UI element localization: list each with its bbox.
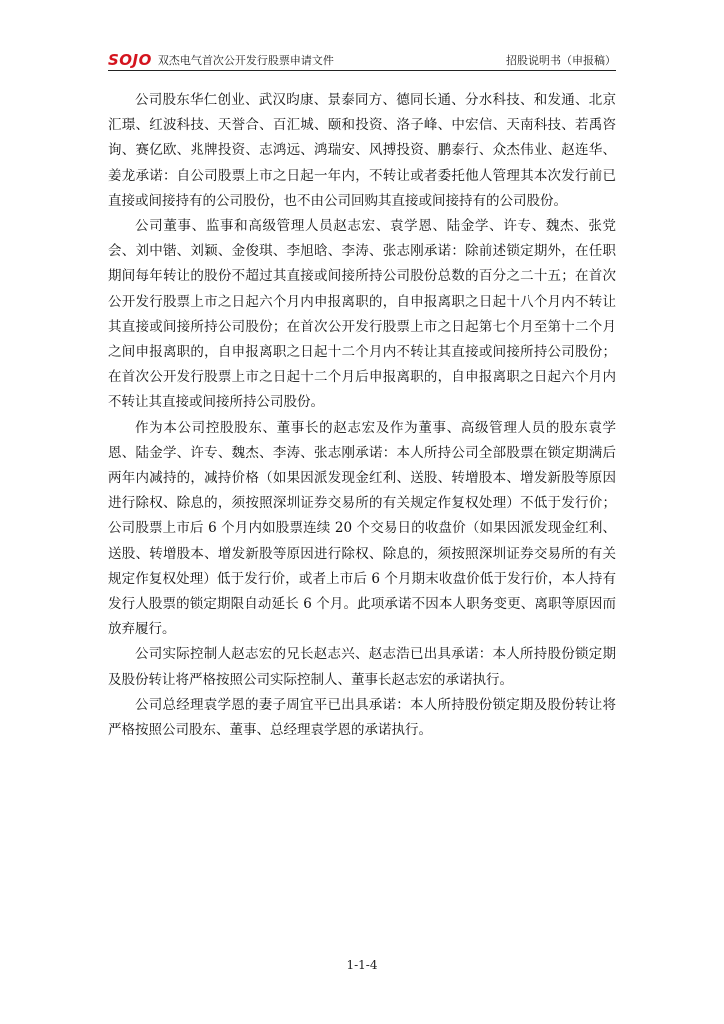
paragraph-manager-spouse: 公司总经理袁学恩的妻子周宜平已出具承诺：本人所持股份锁定期及股份转让将严格按照公司股东、董事、总经理袁学恩的承诺执行。 — [108, 696, 616, 739]
page-header — [108, 46, 616, 71]
company-logo: SOJO — [108, 51, 152, 69]
document-body — [108, 88, 616, 743]
paragraph-reduction-price: 作为本公司控股股东、董事长的赵志宏及作为董事、高级管理人员的股东袁学恩、陆金学、许专、魏杰、李涛、张志刚承诺：本人所持公司全部股票在锁定期满后两年内减持的，减持价格（如果因派发现金红利、送股、转增股本、增发新股等原因进行除权、除息的，须按照深圳证券交易所的有关规定作复权处理）不低于发行价；公司股票上市后 6 个月内如股票连续 20 个交易日的收盘价（如果因派发现金红利、送股、转增股本、增发新股等原因进行除权、除息的，须按照深圳证券交易所的有关规定作复权处理）低于发行价，或者上市后 6 个月期末收盘价低于发行价，本人持有发行人股票的锁定期限自动延长 6 个月。此项承诺不因本人职务变更、离职等原因而放弃履行。 — [108, 419, 616, 638]
header-left — [108, 52, 334, 68]
paragraph-shareholder-lockup: 公司股东华仁创业、武汉昀康、景泰同方、德同长通、分水科技、和发通、北京汇璟、红波科技、天誉合、百汇城、颐和投资、洛子峰、中宏信、天南科技、若禹咨询、赛亿欧、兆牌投资、志鸿远、鸿瑞安、风搏投资、鹏泰行、众杰伟业、赵连华、姜龙承诺：自公司股票上市之日起一年内，不转让或者委托他人管理其本次发行前已直接或间接持有的公司股份，也不由公司回购其直接或间接持有的公司股份。 — [108, 92, 616, 209]
header-document-type: 招股说明书（申报稿） — [506, 54, 616, 67]
paragraph-directors-lockup: 公司董事、监事和高级管理人员赵志宏、袁学恩、陆金学、许专、魏杰、张党会、刘中锴、刘颖、金俊琪、李旭晗、李涛、张志刚承诺：除前述锁定期外，在任职期间每年转让的股份不超过其直接或间接所持公司股份总数的百分之二十五；在首次公开发行股票上市之日起六个月内申报离职的，自申报离职之日起十八个月内不转让其直接或间接所持公司股份；在首次公开发行股票上市之日起第七个月至第十二个月之间申报离职的，自申报离职之日起十二个月内不转让其直接或间接所持公司股份；在首次公开发行股票上市之日起十二个月后申报离职的，自申报离职之日起六个月内不转让其直接或间接所持公司股份。 — [108, 218, 616, 411]
paragraph-controller-brothers: 公司实际控制人赵志宏的兄长赵志兴、赵志浩已出具承诺：本人所持股份锁定期及股份转让将严格按照公司实际控制人、董事长赵志宏的承诺执行。 — [108, 646, 616, 688]
page-number: 1-1-4 — [346, 958, 378, 972]
header-document-title: 双杰电气首次公开发行股票申请文件 — [157, 54, 334, 67]
